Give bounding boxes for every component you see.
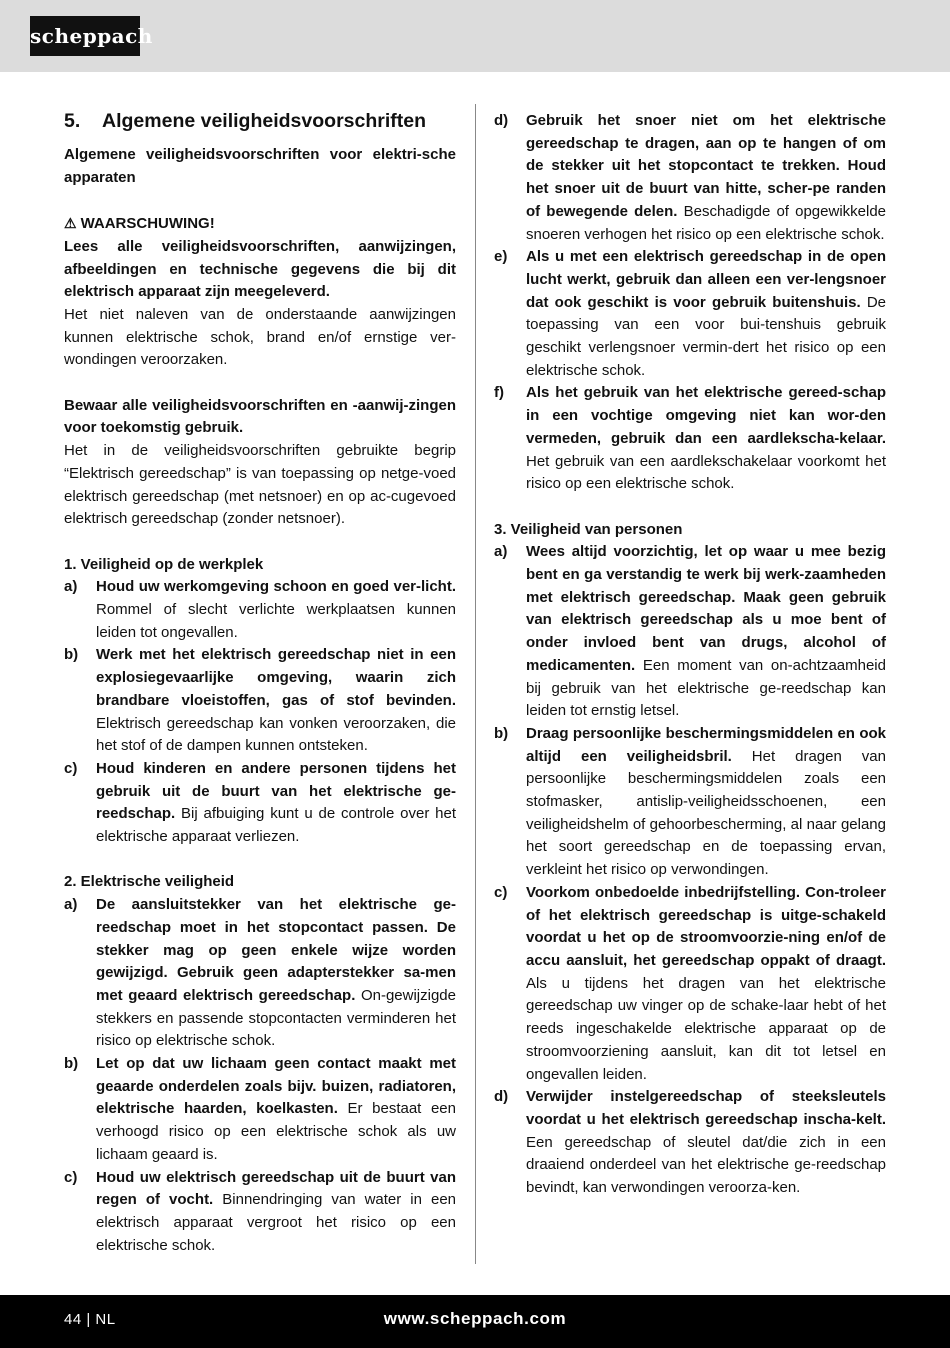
list-item xyxy=(494,723,886,882)
list-item-label: a) xyxy=(64,896,78,914)
list-item-text: Een moment van on-achtzaamheid bij gebruik van het elektrische ge-reedschap kan leiden tot ernstig letsel. xyxy=(526,656,886,720)
warning-icon: ⚠ xyxy=(64,215,77,232)
list-item-label: c) xyxy=(64,1168,78,1186)
list-item xyxy=(494,1086,886,1200)
list-item-text: Elektrisch gereedschap kan vonken veroorzaken, die het stof of de dampen kunnen ontsteken. xyxy=(96,714,456,755)
list-item-label: a) xyxy=(494,543,508,561)
list-item-bold-text: Houd uw elektrisch gereedschap uit de buurt van regen of vocht. xyxy=(96,1168,456,1209)
list-item-label: b) xyxy=(64,646,79,664)
list-item-label: d) xyxy=(494,1088,509,1106)
list-item-label: f) xyxy=(494,384,504,402)
right-column xyxy=(494,110,886,1200)
list-item-bold-text: Als het gebruik van het elektrische gereed-schap in een vochtige omgeving niet kan wor-den vermeden, gebruik dan een aardlekscha-kelaar. xyxy=(526,384,886,447)
page-footer xyxy=(0,1295,950,1348)
list-item-label: c) xyxy=(64,759,78,777)
list-item-label: a) xyxy=(64,578,78,596)
list-item-text: On-gewijzigde stekkers en passende stopcontacten verminderen het risico op elektrische schok. xyxy=(96,986,456,1050)
list-item xyxy=(64,576,456,644)
list-item-label: c) xyxy=(494,883,508,901)
list-item-bold-text: Draag persoonlijke beschermingsmiddelen en ook altijd een veiligheidsbril. xyxy=(526,724,886,765)
list-item-bold-text: Wees altijd voorzichtig, let op waar u mee bezig bent en ga verstandig te werk bij werk-zaamheden met elektrisch gereedschap. Maak geen gebruik van elektrisch gereedschap als u moe bent of onder invloed bent van drugs, alcohol of medicamenten. xyxy=(526,543,886,674)
list-item-bold-text: Let op dat uw lichaam geen contact maakt met geaarde onderdelen zoals bijv. buizen, radiatoren, elektrische haarden, koelkasten. xyxy=(96,1055,456,1118)
subtitle: Algemene veiligheidsvoorschriften voor elektri-sche apparaten xyxy=(64,146,456,186)
list-item-bold-text: Houd uw werkomgeving schoon en goed ver-licht. xyxy=(96,578,456,596)
page-number: 44 | NL xyxy=(64,1311,116,1328)
section-2-list-continued xyxy=(494,110,886,496)
column-divider xyxy=(475,104,476,1264)
list-item-text: Een gereedschap of sleutel dat/die zich in een draaiend onderdeel van het elektrische ge-reedschap bevindt, kan verwondingen veroorza-ken. xyxy=(526,1133,886,1197)
list-item xyxy=(494,382,886,496)
section-number: 5. xyxy=(64,110,81,132)
warning-text: Het niet naleven van de onderstaande aanwijzingen kunnen elektrische schok, brand en/of ernstige ver-wondingen veroorzaken. xyxy=(64,305,456,369)
section-1-list xyxy=(64,576,456,848)
section-heading xyxy=(64,108,456,134)
list-item xyxy=(64,644,456,758)
section-2-list xyxy=(64,894,456,1257)
list-item-bold-text: Houd kinderen en andere personen tijdens het gebruik uit de buurt van het elektrische ge-reedschap. xyxy=(96,759,456,823)
list-item xyxy=(494,541,886,723)
list-item-text: Beschadigde of opgewikkelde snoeren verhogen het risico op een elektrische schok. xyxy=(526,202,887,243)
list-item-text: Als u tijdens het dragen van het elektrische gereedschap uw vinger op de schake-laar hebt of het reeds ingeschakelde elektrische apparaat op de stroomvoorziening aansluit, kan dit tot letsel en ongevallen leiden. xyxy=(526,974,886,1083)
list-item-text: Rommel of slecht verlichte werkplaatsen kunnen leiden tot ongevallen. xyxy=(96,601,456,641)
list-item-label: b) xyxy=(64,1055,79,1073)
section-3-list xyxy=(494,541,886,1199)
footer-url: www.scheppach.com xyxy=(383,1309,567,1328)
list-item xyxy=(64,1167,456,1258)
list-item xyxy=(494,882,886,1086)
left-column xyxy=(64,106,456,1257)
list-item xyxy=(494,110,886,246)
section-title: Algemene veiligheidsvoorschriften xyxy=(102,110,427,132)
section-1-title: 1. Veiligheid op de werkplek xyxy=(64,555,264,573)
list-item-text: Bij afbuiging kunt u de controle over het elektrische apparaat verliezen. xyxy=(96,805,456,846)
list-item-bold-text: Verwijder instelgereedschap of steeksleutels voordat u het elektrisch gereedschap inscha-kelt. xyxy=(526,1088,886,1128)
keep-bold: Bewaar alle veiligheidsvoorschriften en -aanwij-zingen voor toekomstig gebruik. xyxy=(64,396,456,437)
list-item-text: De toepassing van een voor bui-tenshuis gebruik geschikt verlengsnoer vermin-dert het risico op een elektrische schok. xyxy=(526,293,886,379)
list-item-label: e) xyxy=(494,248,508,266)
list-item-text: Er bestaat een verhoogd risico op een elektrische schok als uw lichaam geaard is. xyxy=(96,1100,456,1163)
list-item xyxy=(64,894,456,1053)
list-item-bold-text: Als u met een elektrisch gereedschap in de open lucht werkt, gebruik dan alleen een ver-lengsnoer dat ook geschikt is voor gebruik buitenshuis. xyxy=(526,248,886,311)
warning-bold: Lees alle veiligheidsvoorschriften, aanwijzingen, afbeeldingen en technische gegevens die bij dit elektrisch apparaat zijn meegeleverd. xyxy=(64,237,456,301)
list-item-text: Het dragen van persoonlijke beschermingsmiddelen zoals een stofmasker, antislip-veiligheidsschoenen, een veiligheidshelm of gehoorbescherming, al naar gelang het soort gereedschap en de toepassing ervan, verkleint het risico op verwondingen. xyxy=(526,747,886,879)
list-item-bold-text: Voorkom onbedoelde inbedrijfstelling. Con-troleer of het elektrisch gereedschap is uitge-schakeld voordat u het op de stroomvoorzie-ning en/of de accu aansluit, het gereedschap oppakt of draagt. xyxy=(526,883,886,969)
list-item xyxy=(494,246,886,382)
scheppach-logo: scheppach xyxy=(30,16,140,56)
list-item-bold-text: De aansluitstekker van het elektrische ge-reedschap moet in het stopcontact passen. De stekker mag op geen enkele wijze worden gewijzigd. Gebruik geen adapterstekker sa-men met geaard elektrisch gereedschap. xyxy=(96,896,456,1004)
list-item xyxy=(64,1053,456,1167)
section-3-title: 3. Veiligheid van personen xyxy=(494,520,683,538)
list-item-bold-text: Werk met het elektrisch gereedschap niet in een explosiegevaarlijke omgeving, waarin zich brandbare vloeistoffen, gas of stof bevinden. xyxy=(96,646,456,709)
list-item-label: b) xyxy=(494,724,509,742)
list-item-text: Binnendringing van water in een elektrisch apparaat vergroot het risico op een elektrische schok. xyxy=(96,1191,457,1254)
list-item-text: Het gebruik van een aardlekschakelaar voorkomt het risico op een elektrische schok. xyxy=(526,452,886,493)
list-item-label: d) xyxy=(494,112,509,129)
page-header xyxy=(0,0,950,72)
list-item xyxy=(64,758,456,849)
list-item-bold-text: Gebruik het snoer niet om het elektrische gereedschap te dragen, aan op te hangen of om de stekker uit het stopcontact te trekken. Houd het snoer uit de buurt van hitte, scher-pe randen of bewegende delen. xyxy=(526,112,886,220)
warning-heading: ⚠ WAARSCHUWING! xyxy=(64,212,456,236)
keep-text: Het in de veiligheidsvoorschriften gebruikte begrip “Elektrisch gereedschap” is van toepassing op netge-voed elektrisch gereedschap (met netsnoer) en op ac-cugevoed elektrisch gereedschap (zonder netsnoer). xyxy=(64,442,456,528)
section-2-title: 2. Elektrische veiligheid xyxy=(64,873,235,891)
